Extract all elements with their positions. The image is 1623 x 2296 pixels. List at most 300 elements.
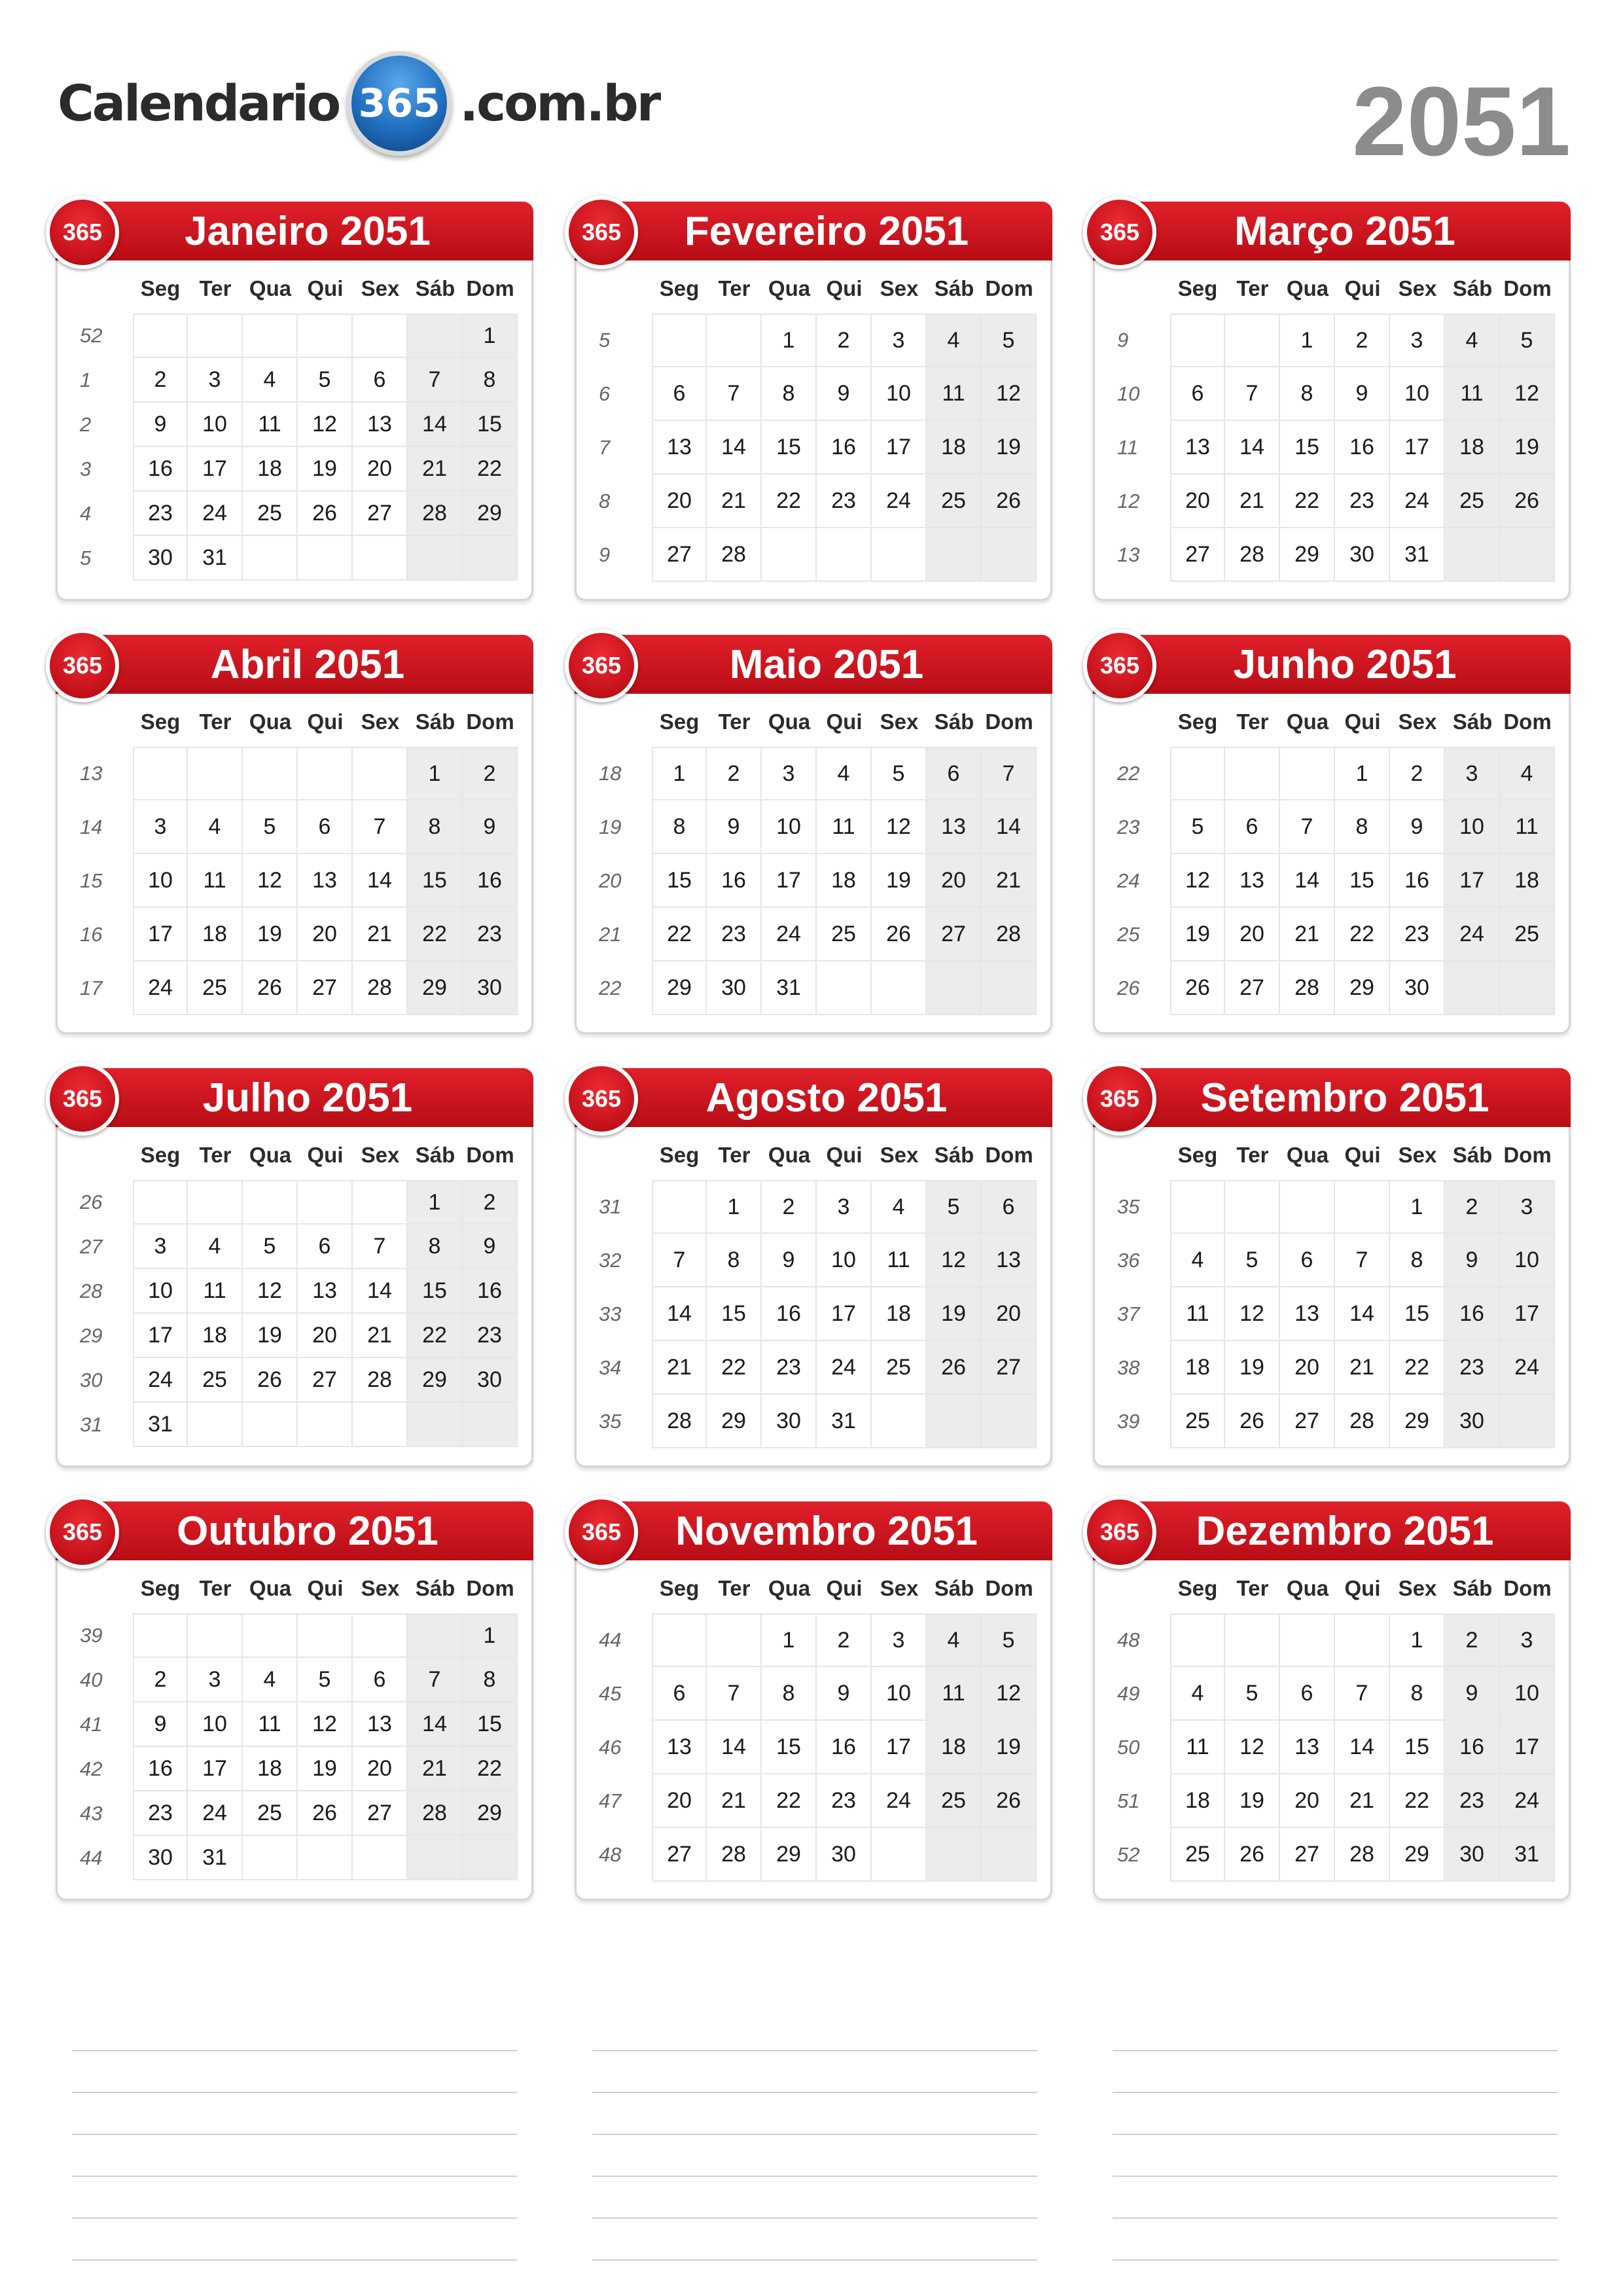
weekday-label: Sex	[361, 1143, 400, 1167]
empty-day-cell	[1500, 1395, 1555, 1448]
note-line	[1113, 2009, 1558, 2051]
empty-day-cell	[243, 1836, 298, 1880]
day-cell: 7	[353, 1225, 408, 1269]
note-line	[592, 2051, 1037, 2093]
weekday-label: Ter	[718, 1576, 751, 1600]
week-number: 35	[599, 1410, 622, 1433]
weekday-label: Seg	[140, 709, 181, 734]
week-number: 39	[1117, 1410, 1140, 1433]
weekday-label: Qua	[249, 1143, 292, 1167]
weekday-label: Sáb	[415, 709, 455, 734]
day-cell: 25	[188, 1358, 243, 1403]
weekday-label: Qua	[768, 1576, 811, 1600]
day-cell: 19	[927, 1287, 982, 1341]
day-cell: 13	[353, 1702, 408, 1747]
week-number: 40	[80, 1668, 103, 1691]
day-cell: 17	[1390, 421, 1445, 475]
day-cell: 25	[1445, 475, 1500, 528]
weekday-label: Qui	[826, 709, 863, 734]
week-number: 9	[1117, 329, 1129, 351]
day-cell: 31	[133, 1403, 188, 1447]
weekday-label: Ter	[718, 276, 751, 300]
month-badge: 365	[1083, 196, 1156, 269]
month-badge: 365	[1083, 1496, 1156, 1569]
day-cell: 14	[1225, 421, 1280, 475]
day-cell: 3	[1500, 1180, 1555, 1234]
empty-day-cell	[298, 536, 353, 581]
day-cell: 18	[817, 854, 872, 908]
day-cell: 19	[298, 447, 353, 492]
day-cell: 5	[243, 800, 298, 854]
day-cell: 30	[463, 961, 518, 1015]
weekday-label: Qua	[768, 276, 811, 300]
day-cell: 6	[353, 1658, 408, 1702]
notes-column	[72, 2009, 517, 2261]
day-cell: 19	[982, 421, 1037, 475]
month-badge: 365	[565, 629, 638, 702]
day-cell: 21	[1225, 475, 1280, 528]
day-cell: 18	[927, 421, 982, 475]
day-cell: 5	[298, 1658, 353, 1702]
weekday-label: Qua	[249, 1576, 292, 1600]
day-cell: 16	[817, 1721, 872, 1774]
day-cell: 1	[1335, 747, 1390, 800]
week-number: 52	[80, 324, 103, 347]
day-cell: 4	[188, 1225, 243, 1269]
month-title: Abril 2051	[56, 635, 533, 694]
note-line	[592, 2219, 1037, 2261]
weekday-label: Dom	[466, 1143, 514, 1167]
weekday-label: Ter	[1236, 709, 1269, 734]
day-cell: 23	[463, 908, 518, 961]
empty-day-cell	[982, 961, 1037, 1015]
week-number: 42	[80, 1757, 103, 1780]
weekday-label: Sáb	[415, 276, 455, 300]
day-cell: 13	[1225, 854, 1280, 908]
day-cell: 8	[408, 1225, 463, 1269]
day-cell: 12	[298, 1702, 353, 1747]
day-cell: 11	[927, 1667, 982, 1721]
weekday-header	[1170, 1142, 1555, 1168]
day-cell: 20	[298, 1314, 353, 1358]
day-cell: 4	[243, 358, 298, 403]
day-cell: 12	[982, 367, 1037, 421]
day-cell: 12	[243, 1269, 298, 1314]
day-cell: 6	[298, 800, 353, 854]
day-cell: 20	[1280, 1774, 1335, 1828]
day-cell: 8	[707, 1234, 762, 1287]
day-cell: 30	[1445, 1395, 1500, 1448]
day-cell: 4	[243, 1658, 298, 1702]
weekday-label: Dom	[1503, 1576, 1552, 1600]
empty-day-cell	[927, 1828, 982, 1882]
day-cell: 11	[1445, 367, 1500, 421]
empty-day-cell	[1500, 961, 1555, 1015]
day-cell: 31	[188, 1836, 243, 1880]
empty-day-cell	[1225, 314, 1280, 367]
day-cell: 17	[872, 421, 927, 475]
day-cell: 20	[652, 475, 707, 528]
day-cell: 16	[133, 447, 188, 492]
day-cell: 19	[872, 854, 927, 908]
day-cell: 20	[1280, 1341, 1335, 1395]
day-cell: 5	[1225, 1667, 1280, 1721]
day-cell: 2	[463, 747, 518, 800]
day-cell: 3	[872, 314, 927, 367]
month-card	[1093, 1501, 1571, 1901]
weekday-header	[133, 1575, 518, 1602]
day-grid	[133, 314, 518, 582]
week-number: 39	[80, 1624, 103, 1647]
weekday-label: Seg	[659, 1576, 700, 1600]
day-cell: 30	[817, 1828, 872, 1882]
day-cell: 29	[707, 1395, 762, 1448]
empty-day-cell	[243, 747, 298, 800]
day-cell: 2	[1335, 314, 1390, 367]
week-number: 23	[1117, 816, 1140, 838]
day-cell: 15	[1335, 854, 1390, 908]
day-cell: 24	[817, 1341, 872, 1395]
day-cell: 22	[707, 1341, 762, 1395]
empty-day-cell	[188, 1613, 243, 1658]
day-cell: 16	[1335, 421, 1390, 475]
week-numbers	[590, 1613, 642, 1882]
day-cell: 18	[243, 1747, 298, 1791]
day-cell: 20	[353, 1747, 408, 1791]
day-cell: 12	[1170, 854, 1225, 908]
day-cell: 7	[982, 747, 1037, 800]
weekday-label: Dom	[1503, 1143, 1552, 1167]
day-cell: 7	[707, 1667, 762, 1721]
weekday-label: Ter	[718, 1143, 751, 1167]
week-number: 5	[80, 547, 92, 569]
day-cell: 24	[188, 492, 243, 536]
week-number: 43	[80, 1802, 103, 1825]
day-cell: 24	[872, 475, 927, 528]
day-cell: 31	[1500, 1828, 1555, 1882]
day-cell: 27	[298, 961, 353, 1015]
empty-day-cell	[243, 1180, 298, 1225]
day-cell: 17	[872, 1721, 927, 1774]
month-title: Junho 2051	[1093, 635, 1571, 694]
day-cell: 20	[1225, 908, 1280, 961]
weekday-label: Sáb	[934, 1576, 974, 1600]
weekday-label: Ter	[199, 1576, 232, 1600]
day-cell: 21	[408, 1747, 463, 1791]
day-cell: 22	[762, 475, 817, 528]
day-cell: 30	[133, 1836, 188, 1880]
day-cell: 27	[982, 1341, 1037, 1395]
weekday-label: Qua	[1286, 276, 1329, 300]
day-cell: 26	[1225, 1828, 1280, 1882]
month-title: Agosto 2051	[575, 1068, 1052, 1127]
week-number: 31	[599, 1195, 622, 1218]
day-cell: 10	[872, 1667, 927, 1721]
day-cell: 7	[408, 1658, 463, 1702]
weekday-header	[1170, 1575, 1555, 1602]
weekday-label: Qui	[307, 1143, 344, 1167]
weekday-label: Sex	[361, 1576, 400, 1600]
empty-day-cell	[408, 1403, 463, 1447]
day-grid	[1170, 747, 1555, 1015]
day-cell: 4	[927, 314, 982, 367]
empty-day-cell	[188, 747, 243, 800]
week-number: 34	[599, 1356, 622, 1379]
week-number: 8	[599, 490, 611, 512]
week-number: 48	[599, 1843, 622, 1866]
empty-day-cell	[817, 961, 872, 1015]
day-cell: 1	[463, 314, 518, 358]
empty-day-cell	[872, 961, 927, 1015]
empty-day-cell	[652, 314, 707, 367]
weekday-label: Ter	[199, 709, 232, 734]
day-cell: 21	[408, 447, 463, 492]
day-cell: 3	[817, 1180, 872, 1234]
day-cell: 22	[1390, 1341, 1445, 1395]
empty-day-cell	[133, 1180, 188, 1225]
day-cell: 17	[133, 1314, 188, 1358]
empty-day-cell	[408, 536, 463, 581]
day-cell: 23	[817, 475, 872, 528]
day-cell: 29	[1390, 1395, 1445, 1448]
day-cell: 13	[982, 1234, 1037, 1287]
day-cell: 5	[982, 314, 1037, 367]
month-card	[56, 635, 533, 1034]
day-cell: 14	[707, 421, 762, 475]
day-cell: 8	[463, 358, 518, 403]
empty-day-cell	[652, 1613, 707, 1667]
day-cell: 27	[652, 528, 707, 582]
week-numbers	[590, 1180, 642, 1448]
week-number: 10	[1117, 382, 1140, 405]
day-cell: 13	[353, 403, 408, 447]
week-number: 32	[599, 1249, 622, 1272]
day-cell: 25	[1170, 1395, 1225, 1448]
day-cell: 1	[408, 1180, 463, 1225]
week-number: 12	[1117, 490, 1140, 512]
empty-day-cell	[1445, 961, 1500, 1015]
day-grid	[652, 747, 1037, 1015]
day-cell: 21	[652, 1341, 707, 1395]
week-number: 21	[599, 923, 622, 946]
day-cell: 23	[1390, 908, 1445, 961]
day-cell: 22	[652, 908, 707, 961]
week-number: 17	[80, 977, 103, 999]
month-badge: 365	[46, 196, 119, 269]
day-cell: 25	[927, 475, 982, 528]
logo-text-right: .com.br	[459, 74, 660, 132]
day-cell: 11	[243, 403, 298, 447]
weekday-label: Qua	[1286, 1576, 1329, 1600]
day-cell: 11	[243, 1702, 298, 1747]
day-cell: 3	[133, 800, 188, 854]
week-number: 48	[1117, 1628, 1140, 1651]
site-logo	[58, 46, 659, 160]
day-cell: 26	[927, 1341, 982, 1395]
note-line	[72, 2219, 517, 2261]
day-cell: 7	[652, 1234, 707, 1287]
day-cell: 18	[1445, 421, 1500, 475]
day-cell: 8	[652, 800, 707, 854]
day-cell: 22	[408, 1314, 463, 1358]
day-cell: 18	[1500, 854, 1555, 908]
week-number: 33	[599, 1302, 622, 1325]
day-cell: 18	[188, 908, 243, 961]
day-cell: 11	[927, 367, 982, 421]
day-grid	[133, 1613, 518, 1882]
day-cell: 20	[652, 1774, 707, 1828]
week-number: 25	[1117, 923, 1140, 946]
empty-day-cell	[408, 1613, 463, 1658]
year-title: 2051	[1352, 66, 1571, 176]
day-cell: 23	[1445, 1774, 1500, 1828]
day-cell: 20	[1170, 475, 1225, 528]
week-number: 28	[80, 1280, 103, 1302]
month-title: Maio 2051	[575, 635, 1052, 694]
empty-day-cell	[353, 314, 408, 358]
week-number: 16	[80, 923, 103, 946]
day-cell: 7	[1335, 1234, 1390, 1287]
day-grid	[652, 1613, 1037, 1882]
day-cell: 1	[463, 1613, 518, 1658]
day-cell: 24	[762, 908, 817, 961]
note-line	[1113, 2219, 1558, 2261]
day-cell: 4	[1500, 747, 1555, 800]
day-cell: 25	[243, 492, 298, 536]
month-title: Setembro 2051	[1093, 1068, 1571, 1127]
day-cell: 14	[982, 800, 1037, 854]
day-cell: 18	[188, 1314, 243, 1358]
month-title: Outubro 2051	[56, 1501, 533, 1560]
day-cell: 8	[762, 367, 817, 421]
day-cell: 15	[762, 1721, 817, 1774]
day-cell: 29	[408, 961, 463, 1015]
day-cell: 25	[1170, 1828, 1225, 1882]
day-cell: 4	[1445, 314, 1500, 367]
day-cell: 28	[408, 1791, 463, 1836]
day-cell: 26	[298, 492, 353, 536]
weekday-label: Seg	[140, 1143, 181, 1167]
day-cell: 9	[1445, 1234, 1500, 1287]
weekday-label: Sáb	[934, 276, 974, 300]
day-cell: 20	[353, 447, 408, 492]
day-cell: 23	[1445, 1341, 1500, 1395]
empty-day-cell	[243, 1403, 298, 1447]
day-cell: 3	[1500, 1613, 1555, 1667]
day-cell: 25	[243, 1791, 298, 1836]
day-cell: 9	[463, 800, 518, 854]
logo-badge: 365	[347, 51, 452, 156]
day-cell: 15	[1280, 421, 1335, 475]
month-title: Dezembro 2051	[1093, 1501, 1571, 1560]
day-cell: 28	[353, 961, 408, 1015]
weekday-label: Sex	[361, 709, 400, 734]
day-cell: 20	[298, 908, 353, 961]
day-cell: 4	[872, 1180, 927, 1234]
month-card	[1093, 202, 1571, 601]
week-number: 11	[1117, 436, 1139, 459]
weekday-label: Ter	[199, 276, 232, 300]
empty-day-cell	[298, 1180, 353, 1225]
empty-day-cell	[188, 1403, 243, 1447]
day-cell: 5	[927, 1180, 982, 1234]
day-cell: 28	[1225, 528, 1280, 582]
day-cell: 9	[817, 367, 872, 421]
note-line	[72, 2177, 517, 2219]
day-cell: 5	[872, 747, 927, 800]
day-cell: 30	[1390, 961, 1445, 1015]
empty-day-cell	[817, 528, 872, 582]
day-cell: 19	[1500, 421, 1555, 475]
day-cell: 1	[652, 747, 707, 800]
month-card	[56, 1501, 533, 1901]
weekday-header	[133, 1142, 518, 1168]
day-cell: 15	[408, 854, 463, 908]
month-card	[575, 635, 1052, 1034]
day-cell: 15	[408, 1269, 463, 1314]
day-cell: 28	[353, 1358, 408, 1403]
empty-day-cell	[1280, 747, 1335, 800]
empty-day-cell	[1225, 747, 1280, 800]
weekday-header	[133, 709, 518, 735]
day-cell: 17	[188, 1747, 243, 1791]
day-cell: 20	[982, 1287, 1037, 1341]
weekday-label: Qui	[307, 1576, 344, 1600]
day-cell: 22	[463, 1747, 518, 1791]
day-cell: 2	[1390, 747, 1445, 800]
weekday-header	[652, 1575, 1037, 1602]
day-cell: 12	[982, 1667, 1037, 1721]
note-line	[72, 2135, 517, 2177]
day-cell: 12	[1500, 367, 1555, 421]
day-cell: 26	[243, 1358, 298, 1403]
day-cell: 27	[927, 908, 982, 961]
empty-day-cell	[1280, 1613, 1335, 1667]
week-number: 6	[599, 382, 611, 405]
week-number: 37	[1117, 1302, 1140, 1325]
week-number: 1	[80, 368, 92, 391]
month-badge: 365	[1083, 1062, 1156, 1136]
day-cell: 24	[1500, 1774, 1555, 1828]
day-cell: 9	[1335, 367, 1390, 421]
day-cell: 18	[1170, 1341, 1225, 1395]
week-number: 9	[599, 543, 611, 566]
day-cell: 3	[1445, 747, 1500, 800]
week-number: 19	[599, 816, 622, 838]
week-number: 13	[80, 762, 103, 785]
day-cell: 27	[652, 1828, 707, 1882]
weekday-label: Seg	[1177, 709, 1218, 734]
day-cell: 31	[188, 536, 243, 581]
day-cell: 24	[872, 1774, 927, 1828]
weekday-label: Dom	[1503, 276, 1552, 300]
day-cell: 5	[243, 1225, 298, 1269]
weekday-label: Ter	[718, 709, 751, 734]
day-cell: 21	[1335, 1341, 1390, 1395]
note-line	[1113, 2051, 1558, 2093]
empty-day-cell	[982, 1395, 1037, 1448]
day-cell: 30	[707, 961, 762, 1015]
day-cell: 24	[1445, 908, 1500, 961]
day-cell: 11	[817, 800, 872, 854]
weekday-label: Qua	[249, 709, 292, 734]
empty-day-cell	[1170, 1180, 1225, 1234]
weekday-label: Qua	[1286, 1143, 1329, 1167]
week-numbers	[1108, 1180, 1160, 1448]
day-cell: 21	[982, 854, 1037, 908]
week-number: 27	[80, 1235, 103, 1258]
day-cell: 2	[133, 358, 188, 403]
